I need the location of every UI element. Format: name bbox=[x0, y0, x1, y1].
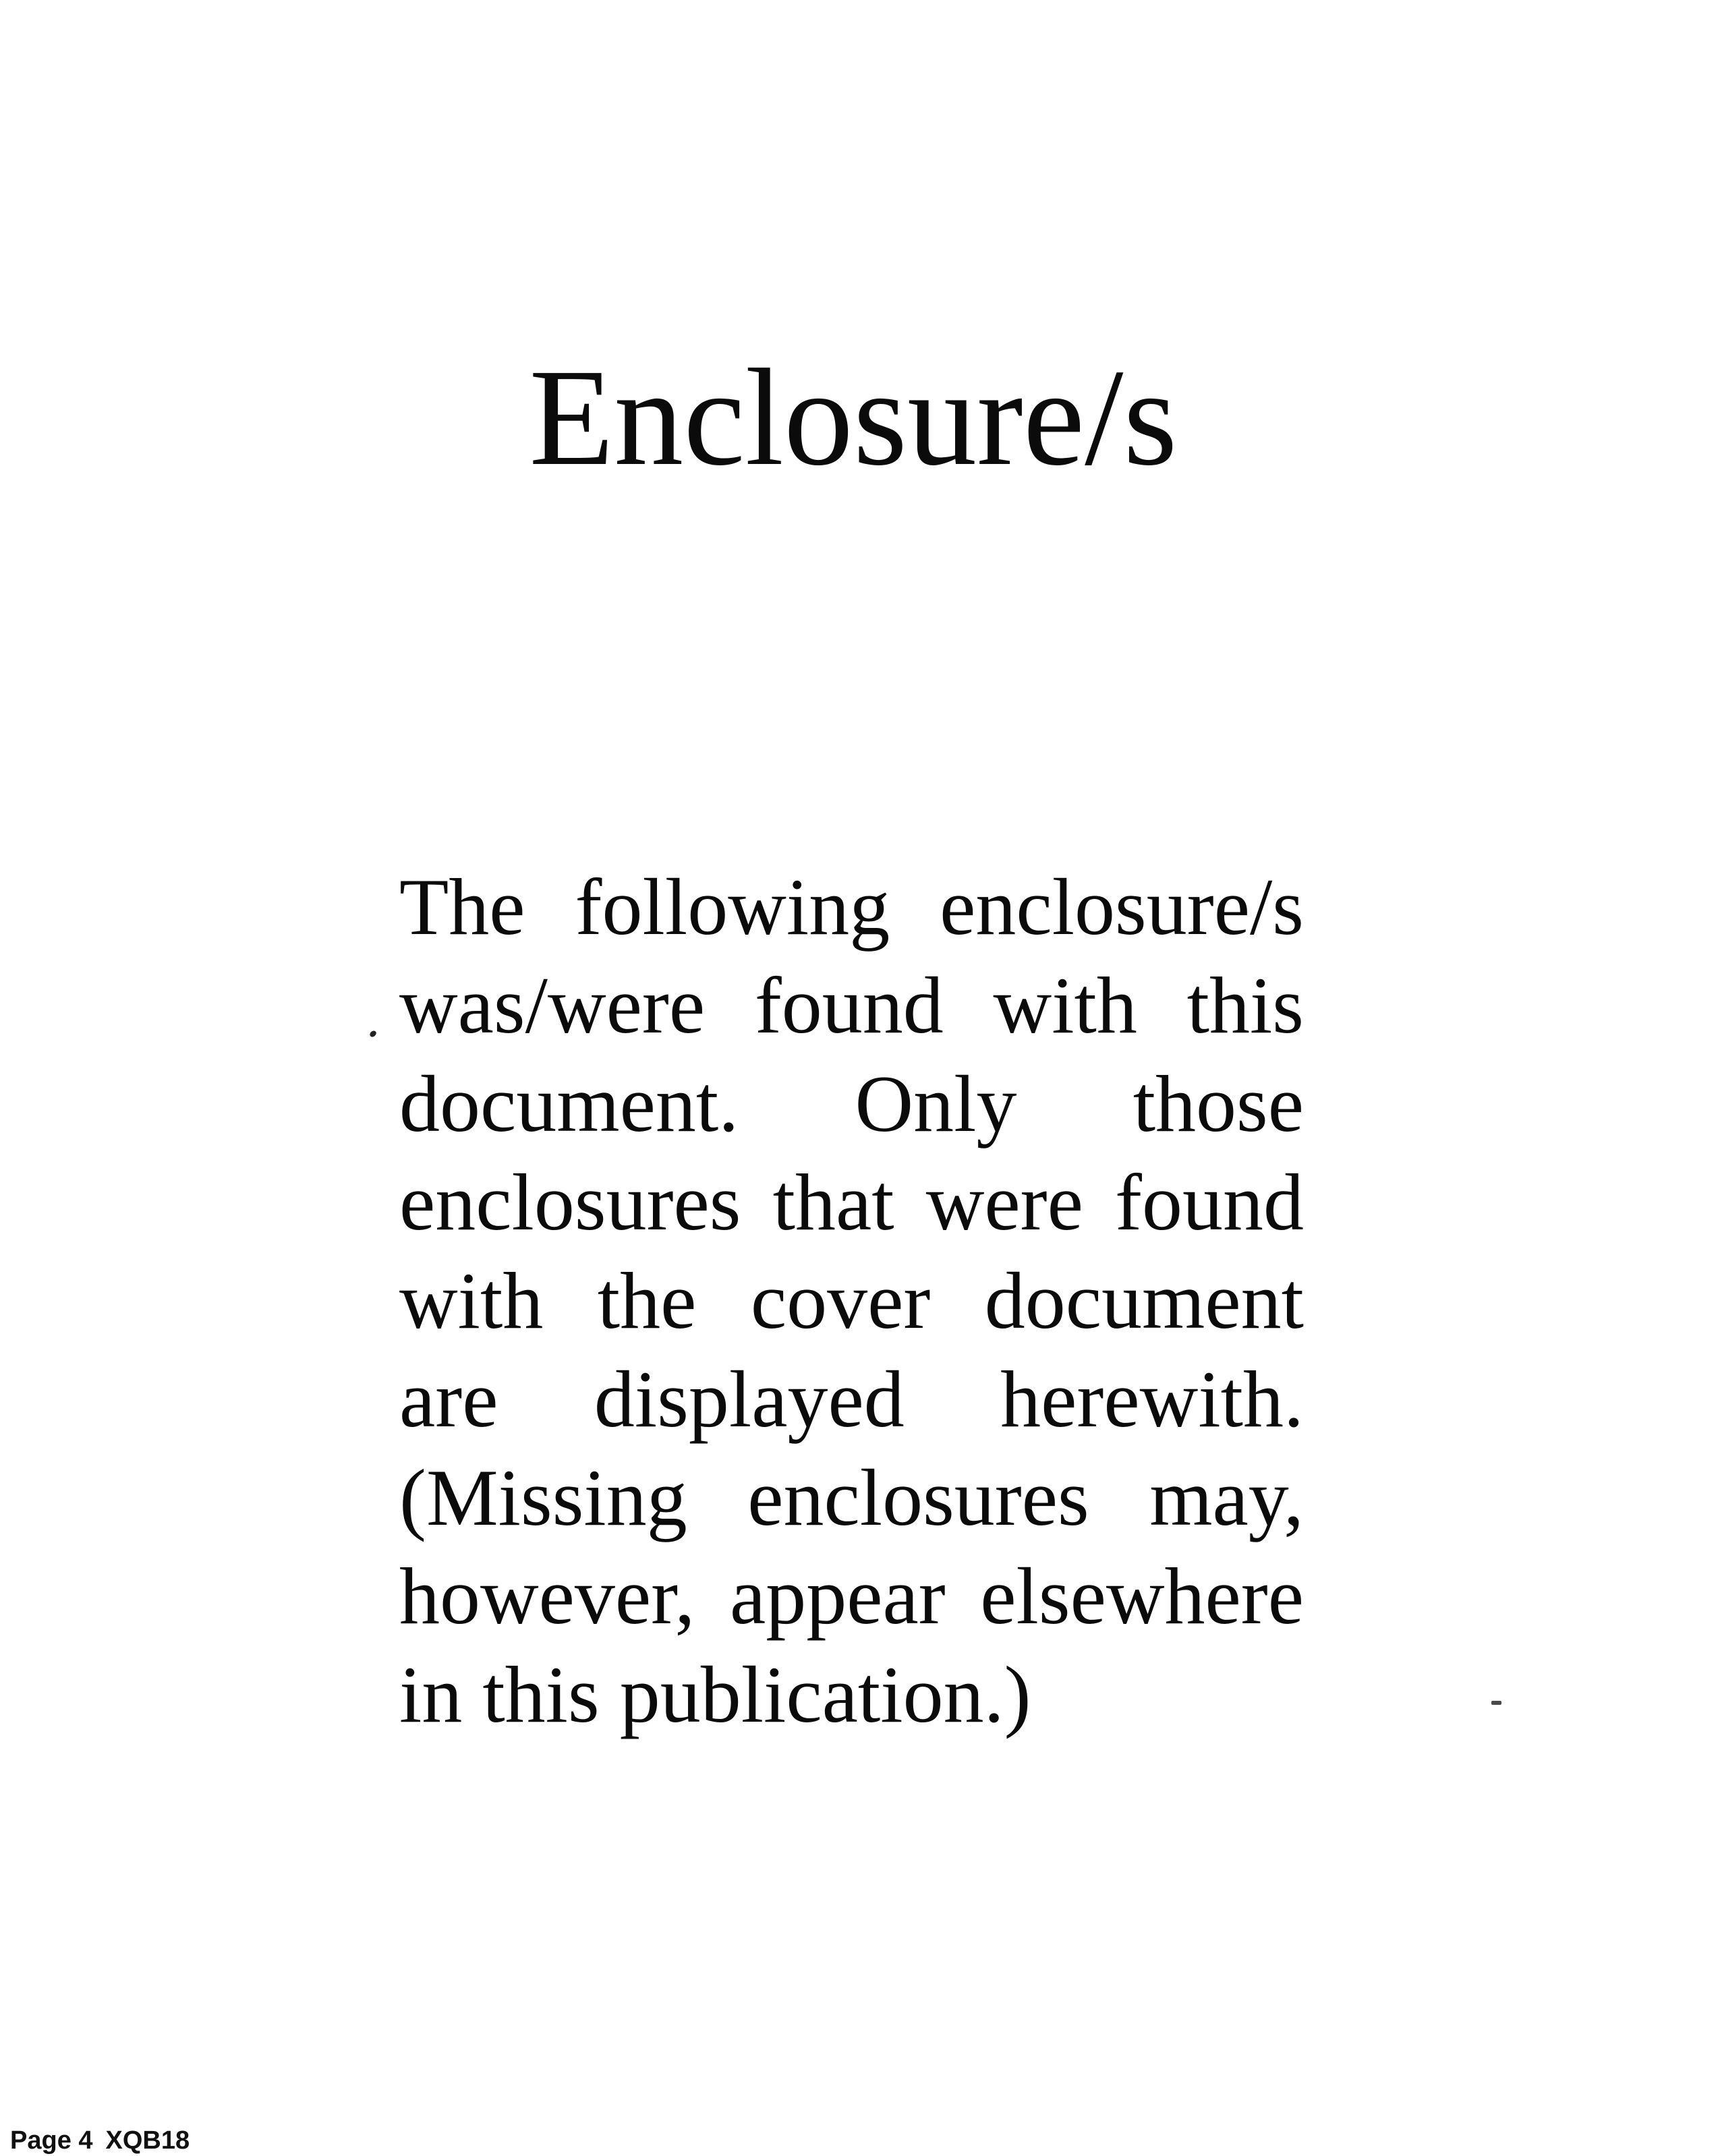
body-line: with the cover document bbox=[399, 1256, 1304, 1345]
body-line: (Missing enclosures may, bbox=[399, 1453, 1304, 1542]
ink-speck-artifact bbox=[369, 1030, 377, 1039]
page-footer bbox=[10, 2126, 190, 2155]
footer-doc-code: XQB18 bbox=[105, 2126, 190, 2155]
ink-speck-artifact bbox=[1491, 1701, 1501, 1705]
page-title: Enclosure/s bbox=[529, 340, 1178, 494]
footer-page-number: Page 4 bbox=[10, 2126, 93, 2155]
body-line: in this publication.) bbox=[399, 1650, 1031, 1739]
body-line: document. Only those bbox=[399, 1059, 1304, 1148]
body-line: The following enclosure/s bbox=[399, 862, 1304, 952]
body-line: was/were found with this bbox=[399, 960, 1304, 1050]
body-paragraph bbox=[399, 858, 1304, 1744]
body-line: however, appear elsewhere bbox=[399, 1551, 1304, 1641]
body-line: enclosures that were found bbox=[399, 1157, 1304, 1247]
body-line: are displayed herewith. bbox=[399, 1354, 1304, 1444]
